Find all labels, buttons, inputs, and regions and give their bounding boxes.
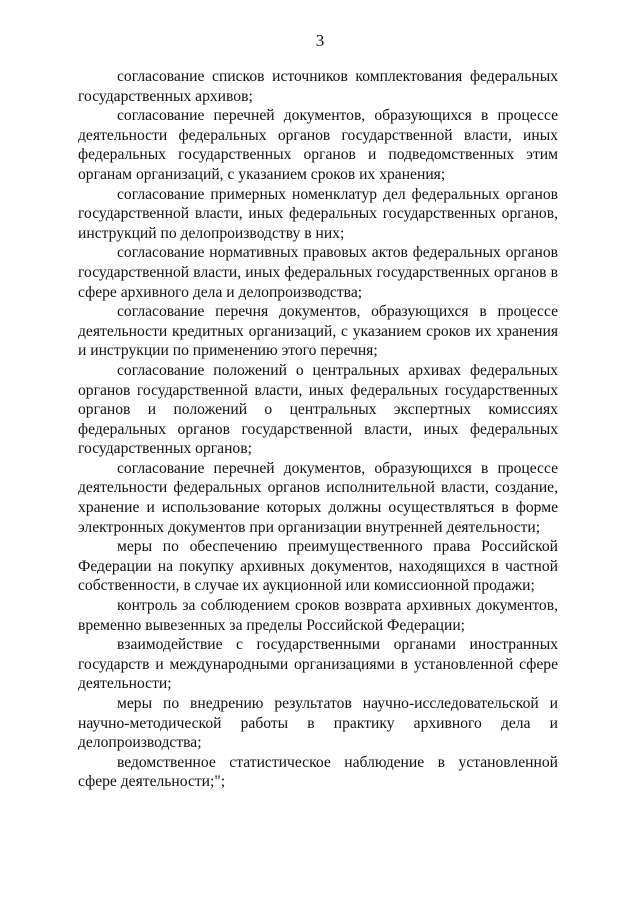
paragraph-4: согласование нормативных правовых актов федеральных органов государственной власти, иных федеральных государственных органов в сфере архивного дела и делопроизводства; <box>78 244 558 301</box>
paragraph-6: согласование положений о центральных архивах федеральных органов государственной власти, иных федеральных государственных органов и положений о центральных экспертных комиссиях федеральных органов государственной власти, иных федеральных государственных органов; <box>78 361 558 458</box>
paragraph-7: согласование перечней документов, образующихся в процессе деятельности федеральных органов исполнительной власти, создание, хранение и использование которых должны осуществляться в форме электронных документов при организации внутренней деятельности; <box>78 459 558 536</box>
paragraph-3: согласование примерных номенклатур дел федеральных органов государственной власти, иных федеральных государственных органов, инструкций по делопроизводству в них; <box>78 185 558 242</box>
paragraph-10: взаимодействие с государственными органами иностранных государств и международными организациями в установленной сфере деятельности; <box>78 636 558 693</box>
paragraph-8: меры по обеспечению преимущественного права Российской Федерации на покупку архивных документов, находящихся в частной собственности, в случае их аукционной или комиссионной продажи; <box>78 538 558 595</box>
paragraph-12: ведомственное статистическое наблюдение в установленной сфере деятельности;"; <box>78 753 558 791</box>
paragraph-11: меры по внедрению результатов научно-исследовательской и научно-методической работы в практику архивного дела и делопроизводства; <box>78 695 558 752</box>
paragraph-9: контроль за соблюдением сроков возврата архивных документов, временно вывезенных за пределы Российской Федерации; <box>78 597 558 634</box>
page-number: 3 <box>315 31 325 50</box>
paragraph-2: согласование перечней документов, образующихся в процессе деятельности федеральных органов государственной власти, иных федеральных государственных органов и подведомственных этим органам организаций, с указанием сроков их хранения; <box>78 107 558 183</box>
paragraph-1: согласование списков источников комплектования федеральных государственных архивов; <box>78 68 558 105</box>
document-body <box>78 67 558 792</box>
paragraph-5: согласование перечня документов, образующихся в процессе деятельности кредитных организаций, с указанием сроков их хранения и инструкции по применению этого перечня; <box>78 303 558 360</box>
